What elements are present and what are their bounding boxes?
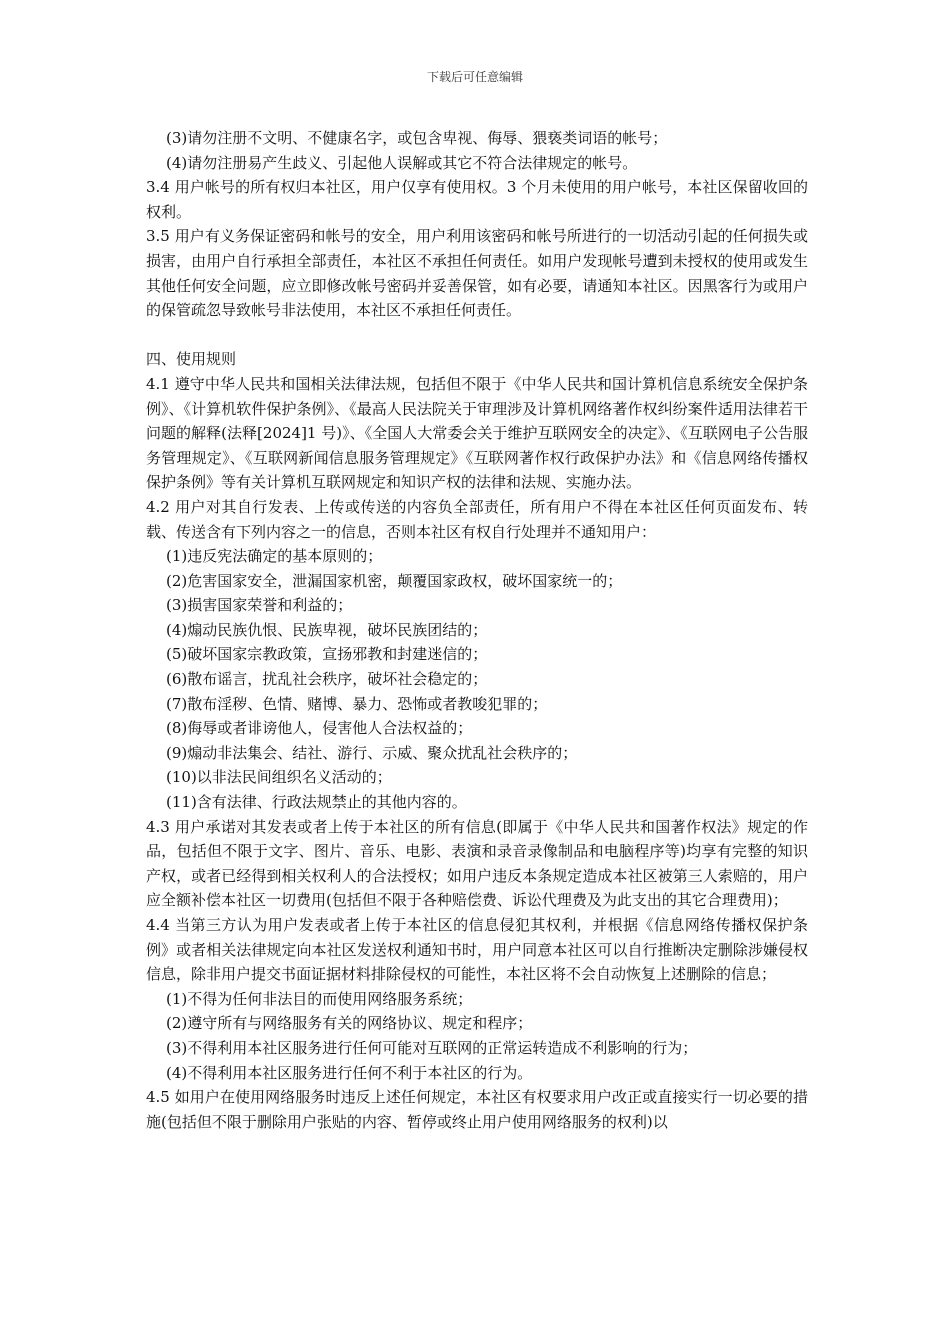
list-item: (11)含有法律、行政法规禁止的其他内容的。 [166, 793, 467, 812]
paragraph: 3.5 用户有义务保证密码和帐号的安全，用户利用该密码和帐号所进行的一切活动引起的任何损失或损害，由用户自行承担全部责任，本社区不承担任何责任。如用户发现帐号遭到未授权的使用或发生其他任何安全问题，应立即修改帐号密码并妥善保管，如有必要，请通知本社区。因黑客行为或用户的保管疏忽导致帐号非法使用，本社区不承担任何责任。 [146, 227, 808, 320]
list-item: (5)破坏国家宗教政策，宣扬邪教和封建迷信的； [166, 645, 488, 664]
paragraph: 4.3 用户承诺对其发表或者上传于本社区的所有信息(即属于《中华人民共和国著作权法》规定的作品，包括但不限于文字、图片、音乐、电影、表演和录音录像制品和电脑程序等)均享有完整的知识产权，或者已经得到相关权利人的合法授权；如用户违反本条规定造成本社区被第三人索赔的，用户应全额补偿本社区一切费用(包括但不限于各种赔偿费、诉讼代理费及为此支出的其它合理费用)； [146, 817, 808, 910]
paragraph: 3.4 用户帐号的所有权归本社区，用户仅享有使用权。3 个月未使用的用户帐号，本社区保留收回的权利。 [146, 178, 808, 221]
paragraph: 4.5 如用户在使用网络服务时违反上述任何规定，本社区有权要求用户改正或直接实行一切必要的措施(包括但不限于删除用户张贴的内容、暂停或终止用户使用网络服务的权利)以 [146, 1088, 808, 1131]
paragraph-spacer [146, 323, 808, 348]
list-item: (3)请勿注册不文明、不健康名字，或包含卑视、侮辱、猥亵类词语的帐号； [166, 129, 668, 147]
list-item: (8)侮辱或者诽谤他人，侵害他人合法权益的； [166, 719, 473, 738]
list-item: (4)请勿注册易产生歧义、引起他人误解或其它不符合法律规定的帐号。 [166, 153, 638, 172]
page-header: 下载后可任意编辑 [426, 70, 523, 84]
list-item: (4)不得利用本社区服务进行任何不利于本社区的行为。 [166, 1063, 533, 1082]
list-item: (7)散布淫秽、色情、赌博、暴力、恐怖或者教唆犯罪的； [166, 694, 548, 713]
list-item: (1)不得为任何非法目的而使用网络服务系统； [166, 989, 473, 1008]
document-body [146, 126, 808, 1134]
list-item: (9)煽动非法集会、结社、游行、示威、聚众扰乱社会秩序的； [166, 743, 578, 762]
paragraph: 四、使用规则 [146, 350, 237, 369]
list-item: (6)散布谣言，扰乱社会秩序，破坏社会稳定的； [166, 670, 488, 689]
list-item: (2)遵守所有与网络服务有关的网络协议、规定和程序； [166, 1014, 533, 1033]
paragraph: 4.4 当第三方认为用户发表或者上传于本社区的信息侵犯其权利，并根据《信息网络传播权保护条例》或者相关法律规定向本社区发送权利通知书时，用户同意本社区可以自行推断决定删除涉嫌侵权信息，除非用户提交书面证据材料排除侵权的可能性，本社区将不会自动恢复上述删除的信息； [146, 916, 808, 984]
list-item: (1)违反宪法确定的基本原则的； [166, 547, 383, 566]
list-item: (4)煽动民族仇恨、民族卑视，破坏民族团结的； [166, 620, 488, 639]
paragraph: 4.2 用户对其自行发表、上传或传送的内容负全部责任，所有用户不得在本社区任何页面发布、转载、传送含有下列内容之一的信息，否则本社区有权自行处理并不通知用户： [146, 497, 808, 541]
paragraph: 4.1 遵守中华人民共和国相关法律法规，包括但不限于《中华人民共和国计算机信息系统安全保护条例》、《计算机软件保护条例》、《最高人民法院关于审理涉及计算机网络著作权纠纷案件适用法律若干问题的解释(法释[2024]1 号)》、《全国人大常委会关于维护互联网安全的决定》、《互联网电子公告服务管理规定》、《互联网新闻信息服务管理规定》《互联网著作权行政保护办法》和《信息网络传播权保护条例》等有关计算机互联网规定和知识产权的法律和法规、实施办法。 [146, 374, 808, 492]
list-item: (3)不得利用本社区服务进行任何可能对互联网的正常运转造成不利影响的行为； [166, 1038, 698, 1057]
list-item: (2)危害国家安全，泄漏国家机密，颠覆国家政权，破坏国家统一的； [166, 571, 623, 590]
list-item: (10)以非法民间组织名义活动的； [166, 768, 392, 787]
list-item: (3)损害国家荣誉和利益的； [166, 596, 353, 615]
